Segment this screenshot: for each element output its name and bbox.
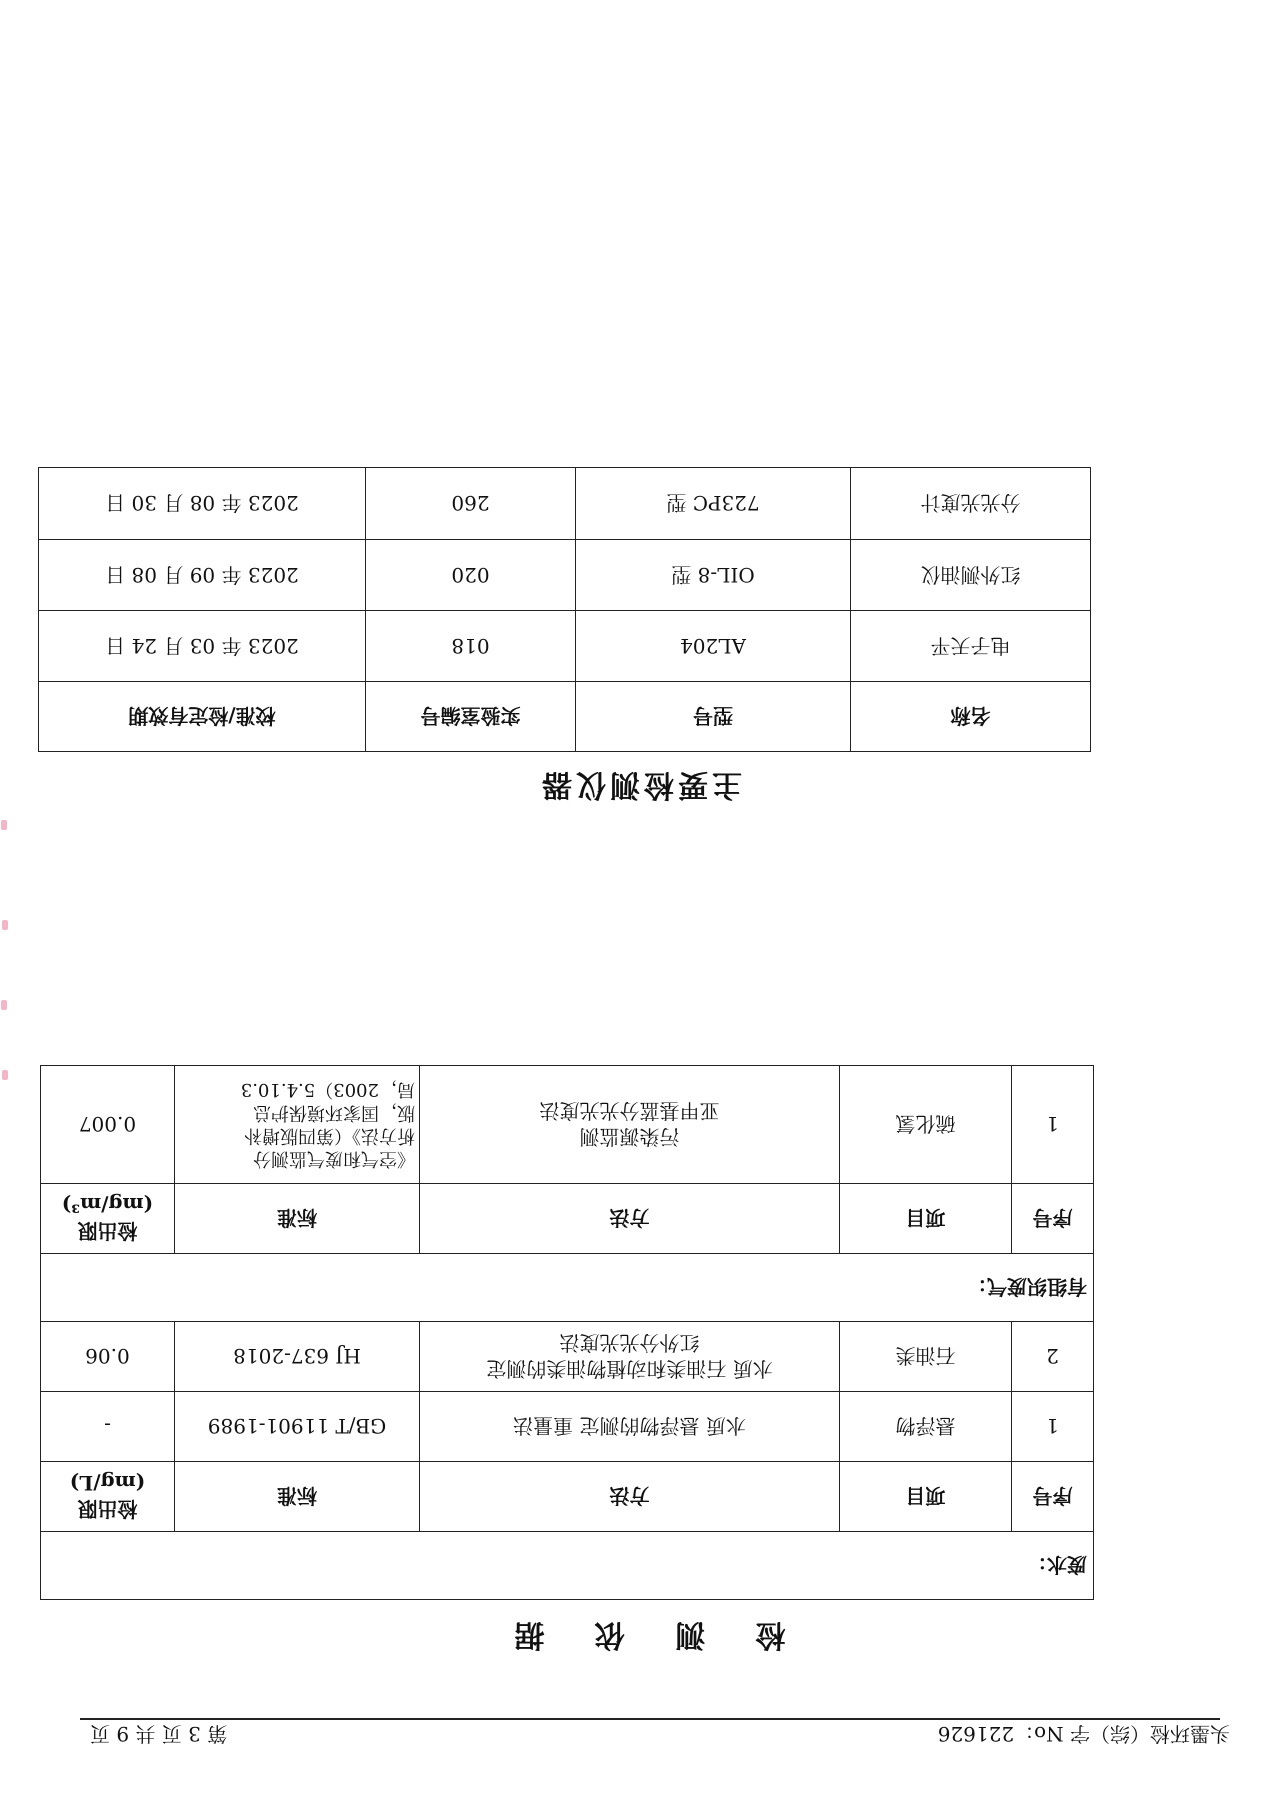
water-header-seq: 序号 xyxy=(1012,1462,1094,1532)
cell-model: AL204 xyxy=(576,611,851,682)
scan-mark xyxy=(2,1070,8,1080)
equip-header-lab-no: 实验室编号 xyxy=(366,682,576,752)
water-header-method: 方法 xyxy=(420,1462,840,1532)
cell-limit: 0.007 xyxy=(40,1066,174,1184)
cell-model: 723PC 型 xyxy=(576,468,851,540)
cell-item: 石油类 xyxy=(840,1322,1012,1392)
cell-name: 电子天平 xyxy=(851,611,1091,682)
equip-header-model: 型号 xyxy=(576,682,851,752)
water-header-limit: 检出限 (mg/L) xyxy=(40,1462,174,1532)
cell-method: 水质 悬浮物的测定 重量法 xyxy=(420,1392,840,1462)
basis-title: 检 测 依 据 xyxy=(494,1617,786,1652)
cell-validity: 2023 年 09 月 08 日 xyxy=(39,540,366,611)
cell-name: 红外测油仪 xyxy=(851,540,1091,611)
cell-limit: 0.06 xyxy=(40,1322,174,1392)
water-header-item: 项目 xyxy=(840,1462,1012,1532)
cell-item: 硫化氢 xyxy=(840,1066,1012,1184)
gas-header-limit: 检出限 (mg/m³) xyxy=(40,1184,174,1254)
equip-header-name: 名称 xyxy=(851,682,1091,752)
cell-validity: 2023 年 03 月 24 日 xyxy=(39,611,366,682)
table-row xyxy=(40,1322,1093,1392)
basis-table xyxy=(40,1065,1094,1600)
cell-item: 悬浮物 xyxy=(840,1392,1012,1462)
cell-lab-no: 260 xyxy=(366,468,576,540)
cell-method: 水质 石油类和动植物油类的测定 红外分光光度法 xyxy=(420,1322,840,1392)
table-row xyxy=(40,1066,1093,1184)
table-row xyxy=(39,468,1091,540)
water-section-label: 废水： xyxy=(40,1532,1093,1600)
equipment-table xyxy=(38,467,1091,752)
scan-mark xyxy=(1,1000,7,1010)
cell-lab-no: 018 xyxy=(366,611,576,682)
cell-standard: 《空气和废气监测分 析方法》（第四版增补 版，国家环境保护总 局，2003）5.4.10.3 xyxy=(175,1066,420,1184)
scan-mark xyxy=(2,920,8,930)
cell-lab-no: 020 xyxy=(366,540,576,611)
table-row xyxy=(40,1392,1093,1462)
table-row xyxy=(39,611,1091,682)
cell-seq: 1 xyxy=(1012,1392,1094,1462)
doc-code: 头墨环检（综）字 No：221626 xyxy=(937,1722,1230,1746)
gas-header-seq: 序号 xyxy=(1012,1184,1094,1254)
cell-seq: 2 xyxy=(1012,1322,1094,1392)
gas-header-method: 方法 xyxy=(420,1184,840,1254)
header-divider xyxy=(80,1718,1220,1720)
gas-section-label: 有组织废气： xyxy=(40,1254,1093,1322)
equip-header-validity: 校准/检定有效期 xyxy=(39,682,366,752)
cell-method: 污染源监测 亚甲基蓝分光光度法 xyxy=(420,1066,840,1184)
page-header xyxy=(90,1721,1230,1750)
gas-header-standard: 标准 xyxy=(175,1184,420,1254)
cell-model: OIL-8 型 xyxy=(576,540,851,611)
water-header-standard: 标准 xyxy=(175,1462,420,1532)
gas-header-item: 项目 xyxy=(840,1184,1012,1254)
cell-validity: 2023 年 08 月 30 日 xyxy=(39,468,366,540)
cell-standard: GB/T 11901-1989 xyxy=(175,1392,420,1462)
equipment-title: 主要检测仪器 xyxy=(538,767,742,802)
cell-standard: HJ 637-2018 xyxy=(175,1322,420,1392)
cell-name: 分光光度计 xyxy=(851,468,1091,540)
scan-mark xyxy=(1,820,7,830)
page-number: 第 3 页 共 9 页 xyxy=(90,1722,228,1746)
cell-limit: - xyxy=(40,1392,174,1462)
table-row xyxy=(39,540,1091,611)
cell-seq: 1 xyxy=(1012,1066,1094,1184)
